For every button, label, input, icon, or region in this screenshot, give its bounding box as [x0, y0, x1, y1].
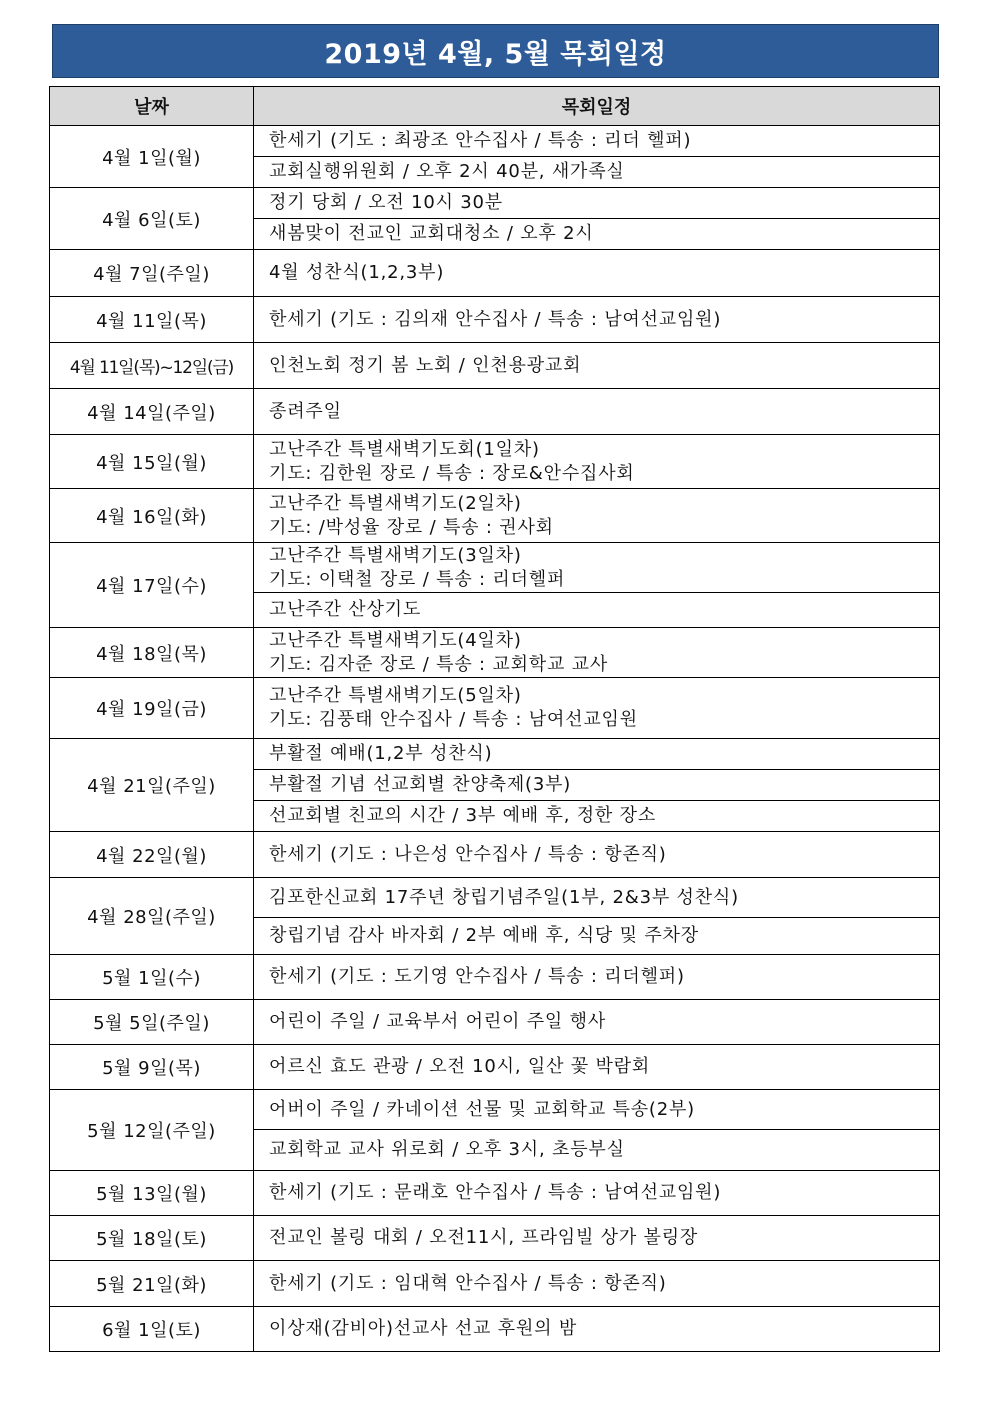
schedule-cell: [254, 678, 940, 739]
date-cell: 4월 14일(주일): [50, 389, 254, 435]
schedule-cell: [254, 250, 940, 297]
date-cell: 4월 6일(토): [50, 188, 254, 250]
schedule-cell: [254, 918, 940, 955]
schedule-cell: [254, 955, 940, 1000]
date-cell: 4월 17일(수): [50, 543, 254, 628]
header-schedule: 목회일정: [254, 87, 940, 126]
schedule-text: 고난주간 특별새벽기도(4일차): [269, 629, 522, 651]
schedule-text: 기도: 김한원 장로 / 특송 : 장로&안수집사회: [269, 462, 635, 484]
date-cell: 6월 1일(토): [50, 1307, 254, 1352]
table-row: [50, 1090, 940, 1130]
schedule-text: 한세기 (기도 : 도기영 안수집사 / 특송 : 리더헬퍼): [269, 966, 685, 987]
schedule-text: 어버이 주일 / 카네이션 선물 및 교회학교 특송(2부): [269, 1098, 695, 1120]
schedule-text: 부활절 기념 선교회별 찬양축제(3부): [269, 774, 572, 795]
table-row: [50, 878, 940, 918]
schedule-cell: [254, 219, 940, 250]
schedule-text: 부활절 예배(1,2부 성찬식): [269, 743, 493, 764]
schedule-text: 교회실행위원회 / 오후 2시 40분, 새가족실: [269, 161, 625, 182]
schedule-text: 어르신 효도 관광 / 오전 10시, 일산 꽃 박람회: [269, 1056, 651, 1077]
schedule-cell: [254, 1045, 940, 1090]
schedule-body: [50, 126, 940, 1352]
table-row: [50, 489, 940, 543]
schedule-cell: [254, 297, 940, 343]
schedule-text: 종려주일: [269, 400, 342, 422]
title-banner: [52, 24, 939, 78]
schedule-text: 전교인 볼링 대회 / 오전11시, 프라임빌 상가 볼링장: [269, 1227, 699, 1248]
schedule-table: [49, 86, 940, 1352]
schedule-text: 고난주간 특별새벽기도(3일차): [269, 544, 522, 566]
schedule-cell: [254, 1130, 940, 1171]
date-cell: 4월 11일(목): [50, 297, 254, 343]
table-row: [50, 832, 940, 878]
schedule-cell: [254, 489, 940, 543]
schedule-cell: [254, 1000, 940, 1045]
table-row: [50, 955, 940, 1000]
date-cell: 4월 19일(금): [50, 678, 254, 739]
date-cell: 5월 13일(월): [50, 1171, 254, 1216]
date-cell: 4월 22일(월): [50, 832, 254, 878]
schedule-cell: [254, 593, 940, 628]
table-row: [50, 1307, 940, 1352]
schedule-text: 교회학교 교사 위로회 / 오후 3시, 초등부실: [269, 1139, 625, 1160]
schedule-cell: [254, 628, 940, 678]
schedule-text: 창립기념 감사 바자회 / 2부 예배 후, 식당 및 주차장: [269, 925, 699, 946]
schedule-text: 한세기 (기도 : 최광조 안수집사 / 특송 : 리더 헬퍼): [269, 130, 692, 151]
table-row: [50, 1000, 940, 1045]
schedule-text: 이상재(감비아)선교사 선교 후원의 밤: [269, 1318, 578, 1339]
schedule-cell: [254, 801, 940, 832]
schedule-text: 기도: 이택철 장로 / 특송 : 리더헬퍼: [269, 568, 566, 590]
table-row: [50, 343, 940, 389]
date-cell: 5월 21일(화): [50, 1261, 254, 1307]
schedule-cell: [254, 1171, 940, 1216]
schedule-text: 기도: /박성율 장로 / 특송 : 권사회: [269, 516, 554, 538]
schedule-cell: [254, 1216, 940, 1261]
date-cell: 5월 1일(수): [50, 955, 254, 1000]
schedule-cell: [254, 157, 940, 188]
schedule-cell: [254, 389, 940, 435]
schedule-text: 고난주간 특별새벽기도(5일차): [269, 685, 522, 706]
schedule-text: 고난주간 산상기도: [269, 599, 422, 620]
date-cell: 4월 18일(목): [50, 628, 254, 678]
schedule-text: 어린이 주일 / 교육부서 어린이 주일 행사: [269, 1011, 607, 1032]
schedule-cell: [254, 1261, 940, 1307]
table-row: [50, 1216, 940, 1261]
table-row: [50, 297, 940, 343]
schedule-text: 한세기 (기도 : 임대혁 안수집사 / 특송 : 항존직): [269, 1272, 667, 1294]
schedule-text: 고난주간 특별새벽기도(2일차): [269, 492, 522, 514]
table-row: [50, 678, 940, 739]
schedule-text: 한세기 (기도 : 나은성 안수집사 / 특송 : 항존직): [269, 843, 667, 865]
schedule-cell: [254, 739, 940, 770]
page-title: 2019년 4월, 5월 목회일정: [324, 38, 667, 70]
schedule-text: 한세기 (기도 : 김의재 안수집사 / 특송 : 남여선교임원): [269, 308, 722, 330]
schedule-text: 기도: 김자준 장로 / 특송 : 교회학교 교사: [269, 653, 609, 675]
schedule-cell: [254, 878, 940, 918]
schedule-cell: [254, 435, 940, 489]
schedule-cell: [254, 126, 940, 157]
date-cell: 4월 7일(주일): [50, 250, 254, 297]
date-cell: 4월 21일(주일): [50, 739, 254, 832]
schedule-text: 선교회별 친교의 시간 / 3부 예배 후, 정한 장소: [269, 805, 657, 826]
schedule-text: 김포한신교회 17주년 창립기념주일(1부, 2&3부 성찬식): [269, 886, 739, 908]
schedule-cell: [254, 832, 940, 878]
date-cell: 4월 15일(월): [50, 435, 254, 489]
table-row: [50, 126, 940, 157]
table-row: [50, 435, 940, 489]
table-row: [50, 739, 940, 770]
date-cell: 5월 18일(토): [50, 1216, 254, 1261]
schedule-cell: [254, 770, 940, 801]
date-cell: 4월 11일(목)~12일(금): [50, 343, 254, 389]
date-cell: 4월 28일(주일): [50, 878, 254, 955]
schedule-cell: [254, 543, 940, 593]
table-header-row: [50, 87, 940, 126]
schedule-text: 기도: 김풍태 안수집사 / 특송 : 남여선교임원: [269, 709, 638, 730]
schedule-cell: [254, 343, 940, 389]
schedule-text: 4월 성찬식(1,2,3부): [269, 262, 445, 283]
date-cell: 4월 16일(화): [50, 489, 254, 543]
table-row: [50, 628, 940, 678]
header-date: 날짜: [50, 87, 254, 126]
date-cell: 4월 1일(월): [50, 126, 254, 188]
schedule-text: 인천노회 정기 봄 노회 / 인천용광교회: [269, 354, 582, 376]
table-row: [50, 188, 940, 219]
table-row: [50, 543, 940, 593]
schedule-text: 한세기 (기도 : 문래호 안수집사 / 특송 : 남여선교임원): [269, 1182, 722, 1203]
schedule-text: 정기 당회 / 오전 10시 30분: [269, 192, 503, 213]
table-row: [50, 250, 940, 297]
table-row: [50, 1261, 940, 1307]
schedule-cell: [254, 188, 940, 219]
schedule-text: 새봄맞이 전교인 교회대청소 / 오후 2시: [269, 223, 594, 244]
schedule-text: 고난주간 특별새벽기도회(1일차): [269, 438, 540, 460]
schedule-cell: [254, 1090, 940, 1130]
table-row: [50, 389, 940, 435]
date-cell: 5월 5일(주일): [50, 1000, 254, 1045]
table-row: [50, 1045, 940, 1090]
date-cell: 5월 12일(주일): [50, 1090, 254, 1171]
table-row: [50, 1171, 940, 1216]
schedule-cell: [254, 1307, 940, 1352]
date-cell: 5월 9일(목): [50, 1045, 254, 1090]
